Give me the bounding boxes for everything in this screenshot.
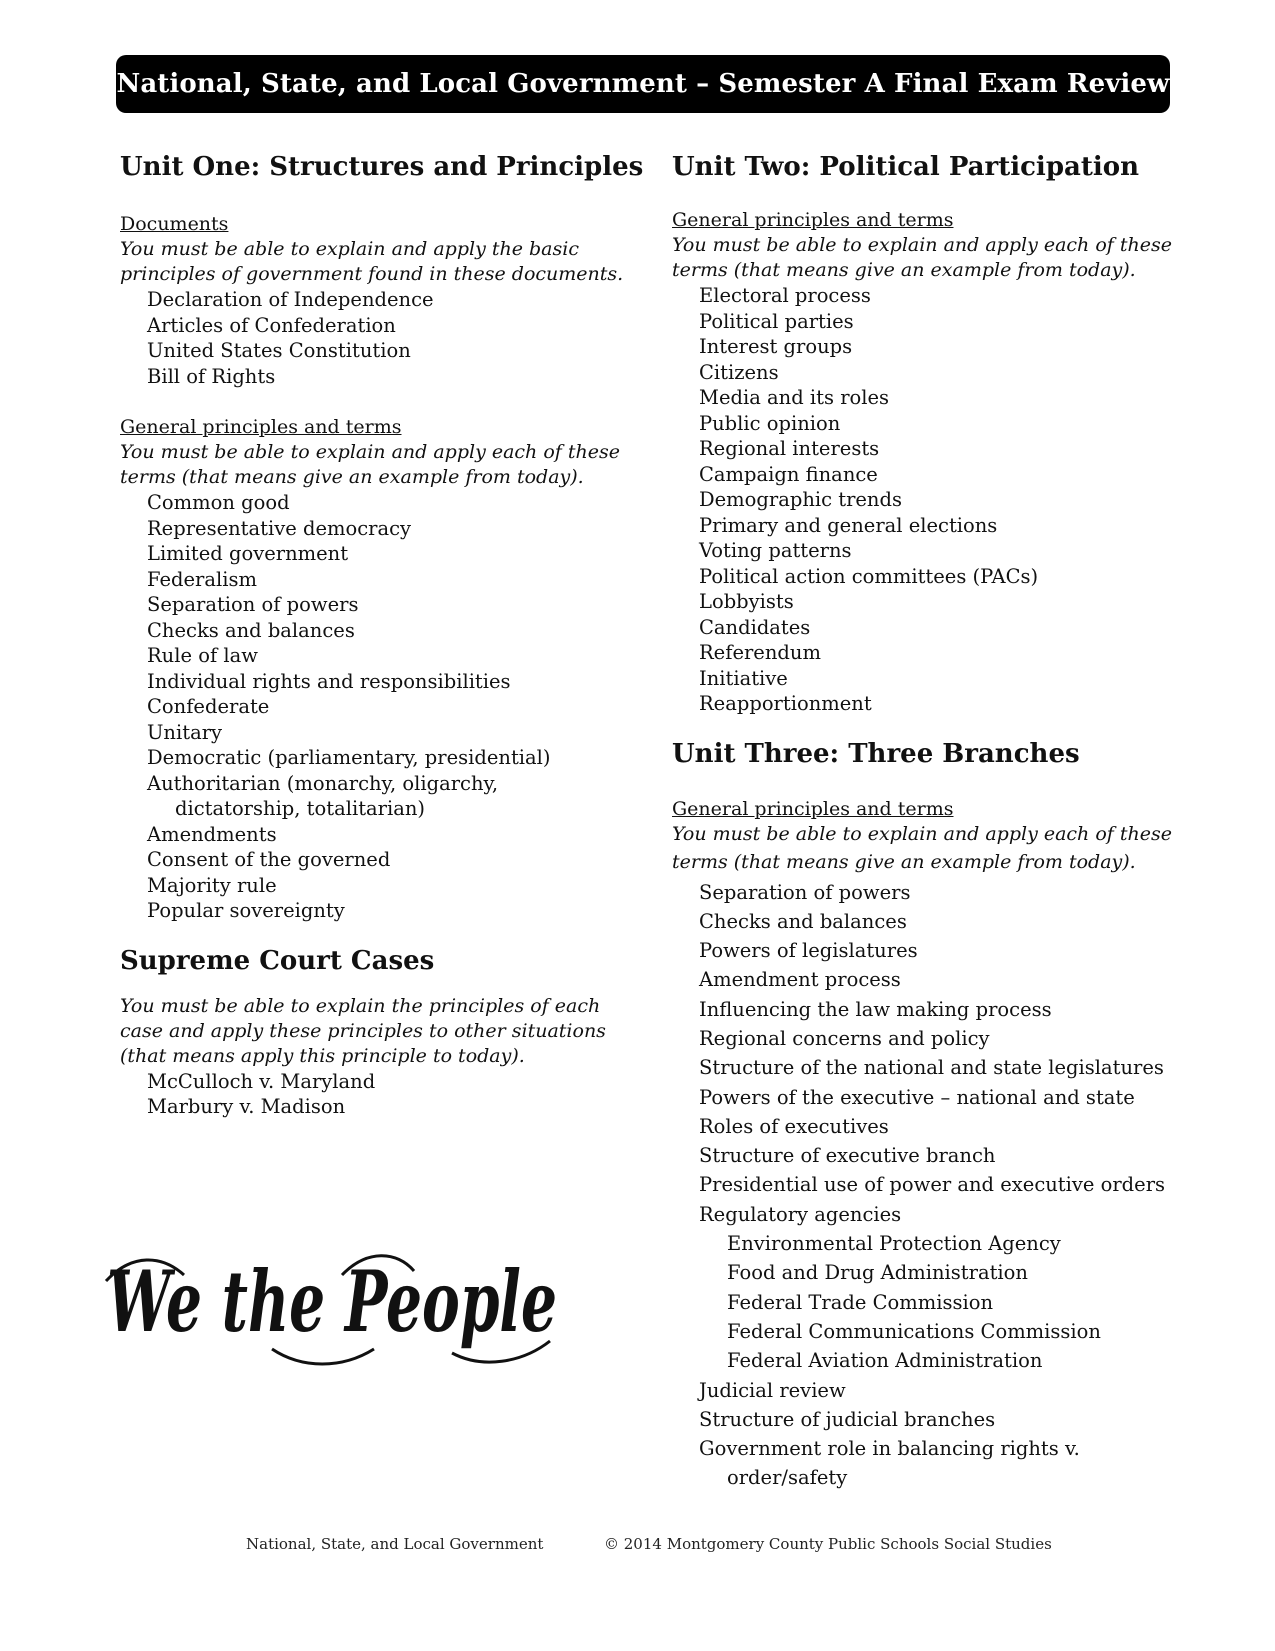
page-title: National, State, and Local Government – Semester A Final Exam Review [116, 69, 1170, 99]
unit-two-heading: Unit Two: Political Participation [672, 152, 1139, 182]
list-item: Unitary [147, 720, 223, 744]
unit-three-terms-note [672, 822, 1172, 878]
list-item: Consent of the governed [147, 848, 391, 871]
title-banner [116, 55, 1170, 113]
list-item: Structure of executive branch [699, 1144, 996, 1168]
list-item: Influencing the law making process [699, 997, 1052, 1021]
supreme-court-cases-list [120, 1069, 640, 1120]
unit-one-heading: Unit One: Structures and Principles [120, 152, 644, 182]
list-item: Powers of the executive – national and state [699, 1085, 1135, 1109]
list-item: Lobbyists [699, 590, 794, 613]
unit-one-terms-list [120, 490, 640, 924]
list-item: Primary and general elections [699, 513, 998, 537]
list-item: Referendum [699, 641, 821, 664]
list-item: Popular sovereignty [147, 899, 345, 922]
list-item: Initiative [699, 666, 788, 690]
unit-three-terms-list [672, 878, 1172, 1493]
documents-note-line: principles of government found in these documents. [120, 263, 624, 285]
documents-note-line: You must be able to explain and apply the basic [120, 238, 579, 260]
supreme-court-note-line: You must be able to explain the principles of each [120, 994, 601, 1017]
list-item: Amendments [147, 822, 277, 846]
list-item: Candidates [699, 615, 811, 639]
list-item-nested: Federal Trade Commission [727, 1290, 994, 1314]
list-item: Government role in balancing rights v. [699, 1437, 1080, 1461]
list-item-nested: Food and Drug Administration [727, 1261, 1028, 1285]
unit-three-terms-label: General principles and terms [672, 797, 954, 820]
terms-note-line: terms (that means give an example from today). [120, 466, 584, 488]
terms-note-line: You must be able to explain and apply each of these [672, 822, 1172, 845]
right-column [672, 150, 1172, 1493]
unit-one-terms-note [120, 440, 640, 490]
list-item: Bill of Rights [147, 364, 276, 388]
list-item: Separation of powers [147, 593, 359, 616]
list-item: Public opinion [699, 411, 841, 435]
list-item-nested: Federal Communications Commission [727, 1319, 1101, 1343]
list-item [120, 771, 640, 822]
svg-text:We the People: We the People [107, 1252, 557, 1351]
list-item: Media and its roles [699, 386, 890, 409]
list-item: Regional interests [699, 437, 880, 460]
list-item-nested: Environmental Protection Agency [727, 1232, 1061, 1256]
unit-two-terms-note [672, 233, 1172, 283]
unit-three-heading: Unit Three: Three Branches [672, 738, 1080, 769]
list-item: Representative democracy [147, 516, 412, 540]
list-item: Demographic trends [699, 488, 902, 511]
list-item: Democratic (parliamentary, presidential) [147, 746, 551, 769]
footer-copyright: © 2014 Montgomery County Public Schools Social Studies [604, 1535, 1052, 1553]
list-item: Interest groups [699, 335, 853, 358]
list-item: United States Constitution [147, 339, 411, 362]
unit-one-terms-label: General principles and terms [120, 416, 402, 438]
list-item: Checks and balances [699, 909, 907, 933]
list-item: Citizens [699, 360, 779, 384]
list-item: Voting patterns [699, 539, 852, 562]
list-item: Structure of the national and state legislatures [699, 1056, 1164, 1080]
list-item: Individual rights and responsibilities [147, 669, 511, 693]
list-item: Checks and balances [147, 618, 355, 642]
list-item: Powers of legislatures [699, 939, 918, 963]
list-item-continuation: dictatorship, totalitarian) [175, 797, 426, 820]
list-item: Presidential use of power and executive orders [699, 1173, 1166, 1197]
list-item: Roles of executives [699, 1114, 889, 1138]
list-item: Regulatory agencies [699, 1202, 902, 1226]
list-item: Judicial review [699, 1378, 846, 1402]
list-item: McCulloch v. Maryland [147, 1069, 376, 1093]
list-item: Separation of powers [699, 880, 911, 904]
footer-course-name: National, State, and Local Government [246, 1535, 544, 1553]
left-column [120, 150, 644, 1120]
unit-two-terms-label: General principles and terms [672, 209, 954, 231]
list-item: Rule of law [147, 644, 258, 667]
supreme-court-note-line: (that means apply this principle to today). [120, 1044, 525, 1067]
documents-list [120, 287, 640, 389]
terms-note-line: terms (that means give an example from today). [672, 259, 1136, 281]
list-item: Marbury v. Madison [147, 1095, 346, 1118]
list-item: Structure of judicial branches [699, 1407, 996, 1431]
list-item-nested: Federal Aviation Administration [727, 1349, 1043, 1373]
list-item: Common good [147, 491, 290, 514]
list-item-line: Authoritarian (monarchy, oligarchy, [147, 771, 499, 795]
list-item: Confederate [147, 695, 270, 718]
list-item: Campaign finance [699, 462, 878, 486]
list-item: Declaration of Independence [147, 288, 434, 311]
supreme-court-heading: Supreme Court Cases [120, 945, 435, 976]
we-the-people-logo [92, 1245, 572, 1373]
list-item: Reapportionment [699, 692, 872, 715]
list-item: Electoral process [699, 284, 871, 307]
supreme-court-note [120, 994, 640, 1069]
list-item-continuation: order/safety [727, 1466, 848, 1490]
list-item: Political action committees (PACs) [699, 564, 1039, 588]
terms-note-line: terms (that means give an example from today). [672, 850, 1136, 873]
supreme-court-note-line: case and apply these principles to other situations [120, 1019, 606, 1042]
terms-note-line: You must be able to explain and apply each of these [672, 234, 1172, 256]
list-item: Political parties [699, 309, 854, 333]
list-item: Majority rule [147, 873, 277, 897]
list-item: Articles of Confederation [147, 313, 396, 337]
unit-two-terms-list [672, 283, 1172, 717]
documents-label: Documents [120, 213, 229, 235]
list-item: Regional concerns and policy [699, 1026, 990, 1050]
terms-note-line: You must be able to explain and apply each of these [120, 441, 620, 463]
documents-note [120, 237, 640, 287]
list-item: Federalism [147, 567, 257, 591]
list-item: Amendment process [699, 968, 901, 992]
list-item: Limited government [147, 542, 349, 565]
